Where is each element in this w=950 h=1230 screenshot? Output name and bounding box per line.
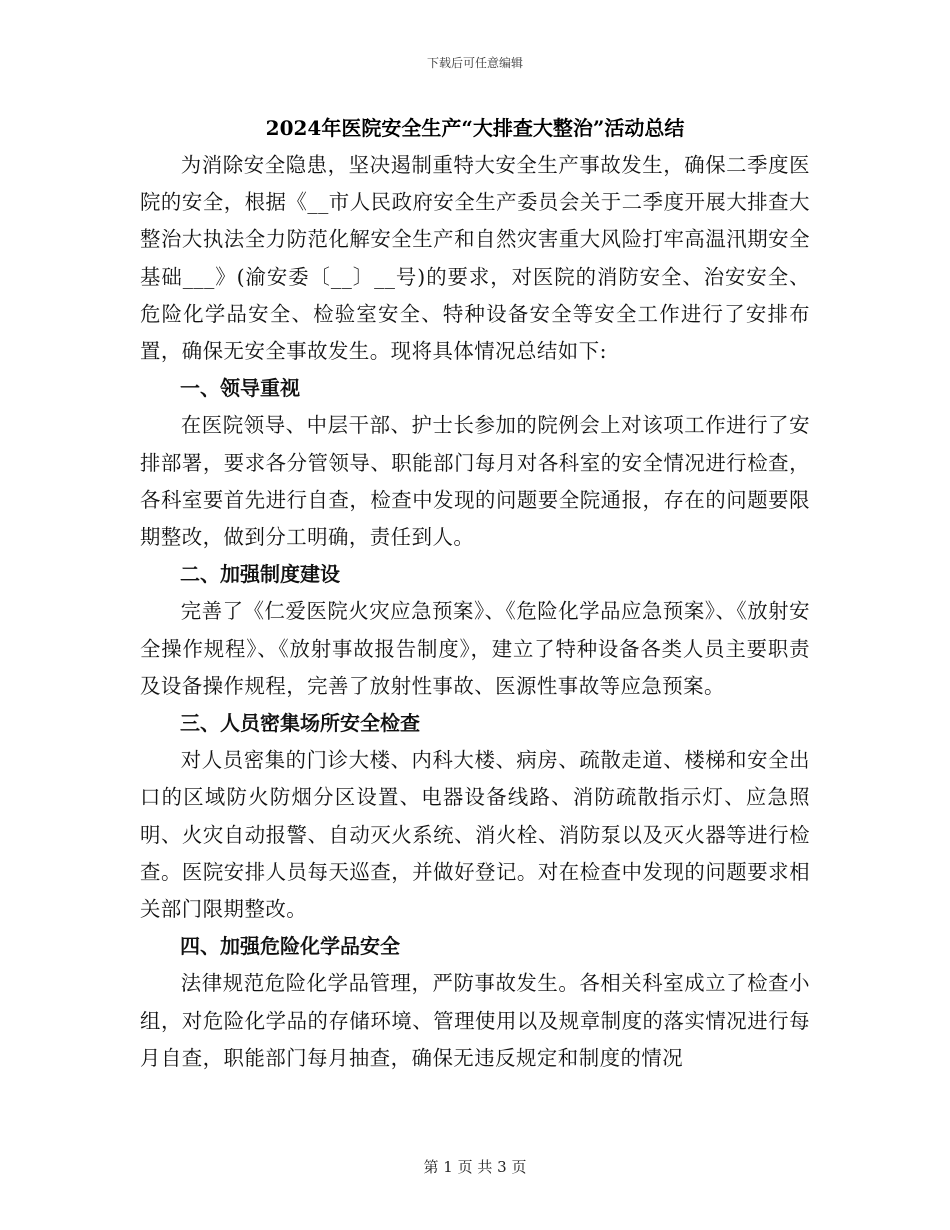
section-paragraph-crowded-places: 对人员密集的门诊大楼、内科大楼、病房、疏散走道、楼梯和安全出口的区域防火防烟分区设置、电器设备线路、消防疏散指示灯、应急照明、火灾自动报警、自动灭火系统、消火栓、消防泵以及灭火器等进行检查。医院安排人员每天巡查，并做好登记。对在检查中发现的问题要求相关部门限期整改。 <box>140 748 810 922</box>
section-paragraph-system-building: 完善了《仁爱医院火灾应急预案》、《危险化学品应急预案》、《放射安全操作规程》、《放射事故报告制度》，建立了特种设备各类人员主要职责及设备操作规程，完善了放射性事故、医源性事故等应急预案。 <box>140 599 810 698</box>
intro-paragraph: 为消除安全隐患，坚决遏制重特大安全生产事故发生，确保二季度医院的安全，根据《__市人民政府安全生产委员会关于二季度开展大排查大整治大执法全力防范化解安全生产和自然灾害重大风险打牢高温汛期安全基础___》(渝安委〔__〕__号)的要求，对医院的消防安全、治安安全、危险化学品安全、检验室安全、特种设备安全等安全工作进行了安排布置，确保无安全事故发生。现将具体情况总结如下: <box>140 153 810 364</box>
section-heading-leadership: 一、领导重视 <box>180 376 300 401</box>
section-heading-system-building: 二、加强制度建设 <box>180 562 340 587</box>
section-paragraph-hazardous-chemicals: 法律规范危险化学品管理，严防事故发生。各相关科室成立了检查小组，对危险化学品的存储环境、管理使用以及规章制度的落实情况进行每月自查，职能部门每月抽查，确保无违反规定和制度的情况 <box>140 971 810 1070</box>
section-paragraph-leadership: 在医院领导、中层干部、护士长参加的院例会上对该项工作进行了安排部署，要求各分管领导、职能部门每月对各科室的安全情况进行检查，各科室要首先进行自查，检查中发现的问题要全院通报，存在的问题要限期整改，做到分工明确，责任到人。 <box>140 413 810 550</box>
document-title: 2024年医院安全生产“大排查大整治”活动总结 <box>265 116 685 140</box>
document-body <box>140 147 810 1077</box>
page-number-footer: 第 1 页 共 3 页 <box>423 1158 527 1176</box>
section-heading-hazardous-chemicals: 四、加强危险化学品安全 <box>180 934 400 959</box>
section-heading-crowded-places: 三、人员密集场所安全检查 <box>180 711 420 736</box>
header-note: 下载后可任意编辑 <box>426 56 523 70</box>
